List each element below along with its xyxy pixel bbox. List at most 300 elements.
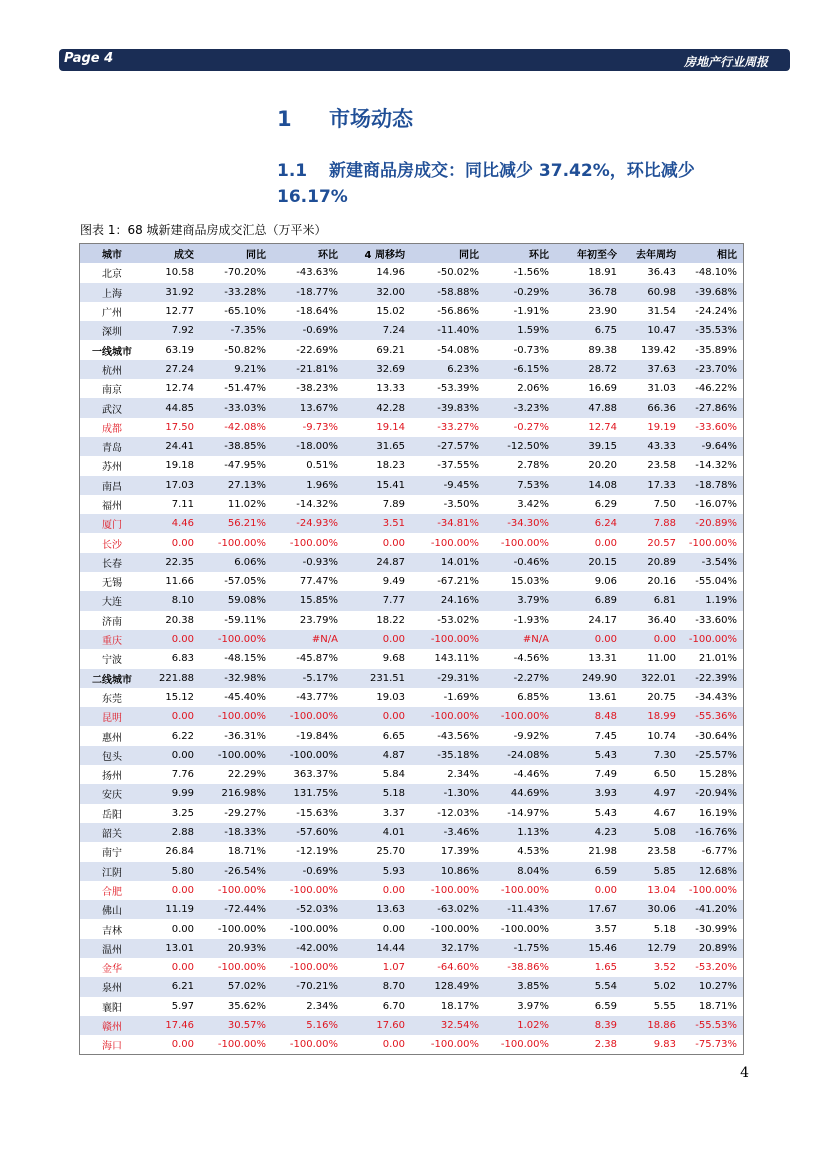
table-row xyxy=(80,263,743,282)
value-cell: 13.61 xyxy=(588,691,617,703)
value-cell: 4.87 xyxy=(382,749,405,761)
table-row xyxy=(80,321,743,340)
table-row xyxy=(80,456,743,475)
value-cell: 5.54 xyxy=(594,981,617,993)
value-cell: 7.76 xyxy=(171,769,194,781)
city-cell: 南宁 xyxy=(102,848,122,860)
value-cell: 7.24 xyxy=(382,325,405,337)
value-cell: -52.03% xyxy=(296,904,338,916)
value-cell: 3.93 xyxy=(594,788,617,800)
value-cell: 3.79% xyxy=(517,595,549,607)
value-cell: 5.08 xyxy=(653,827,676,839)
value-cell: 0.00 xyxy=(382,711,405,723)
table-row xyxy=(80,379,743,398)
value-cell: 35.62% xyxy=(227,1000,266,1012)
column-header: 同比 xyxy=(459,250,479,262)
value-cell: 2.38 xyxy=(594,1039,617,1051)
value-cell: -56.86% xyxy=(437,306,479,318)
table-row xyxy=(80,476,743,495)
value-cell: -6.15% xyxy=(513,363,549,375)
value-cell: 10.47 xyxy=(647,325,676,337)
city-cell: 青岛 xyxy=(102,443,122,455)
value-cell: -100.00% xyxy=(217,711,266,723)
value-cell: 24.41 xyxy=(165,441,194,453)
value-cell: -100.00% xyxy=(430,537,479,549)
section-number: 1 xyxy=(277,107,292,131)
value-cell: 6.50 xyxy=(653,769,676,781)
value-cell: -100.00% xyxy=(289,962,338,974)
value-cell: 20.57 xyxy=(647,537,676,549)
value-cell: 16.69 xyxy=(588,383,617,395)
value-cell: 0.00 xyxy=(171,1039,194,1051)
value-cell: -9.45% xyxy=(443,479,479,491)
value-cell: -38.23% xyxy=(296,383,338,395)
value-cell: 6.06% xyxy=(234,556,266,568)
table-row xyxy=(80,997,743,1016)
city-cell: 合肥 xyxy=(102,886,122,898)
value-cell: 0.00 xyxy=(382,1039,405,1051)
value-cell: 6.65 xyxy=(382,730,405,742)
value-cell: 14.01% xyxy=(440,556,479,568)
value-cell: 18.71% xyxy=(227,846,266,858)
value-cell: -21.81% xyxy=(296,363,338,375)
section-title: 市场动态 xyxy=(329,107,413,131)
table-row xyxy=(80,572,743,591)
value-cell: -100.00% xyxy=(430,923,479,935)
value-cell: -100.00% xyxy=(217,749,266,761)
table-row xyxy=(80,688,743,707)
city-cell: 深圳 xyxy=(102,327,122,339)
value-cell: -55.36% xyxy=(695,711,737,723)
value-cell: 8.70 xyxy=(382,981,405,993)
city-cell: 宁波 xyxy=(102,655,122,667)
value-cell: 18.71% xyxy=(698,1000,737,1012)
column-header: 成交 xyxy=(174,250,194,262)
table-row xyxy=(80,707,743,726)
table-row xyxy=(80,302,743,321)
value-cell: 18.86 xyxy=(647,1020,676,1032)
value-cell: 24.17 xyxy=(588,614,617,626)
value-cell: 63.19 xyxy=(165,344,194,356)
value-cell: -2.27% xyxy=(513,672,549,684)
value-cell: -18.33% xyxy=(224,827,266,839)
value-cell: -14.32% xyxy=(695,460,737,472)
value-cell: 23.58 xyxy=(647,460,676,472)
value-cell: 1.19% xyxy=(705,595,737,607)
value-cell: 0.00 xyxy=(382,634,405,646)
value-cell: 23.79% xyxy=(299,614,338,626)
value-cell: 30.06 xyxy=(647,904,676,916)
value-cell: -43.77% xyxy=(296,691,338,703)
value-cell: 0.00 xyxy=(171,711,194,723)
value-cell: -100.00% xyxy=(217,923,266,935)
value-cell: 7.49 xyxy=(594,769,617,781)
value-cell: 6.24 xyxy=(594,518,617,530)
value-cell: 18.99 xyxy=(647,711,676,723)
value-cell: -20.94% xyxy=(695,788,737,800)
value-cell: 15.28% xyxy=(698,769,737,781)
value-cell: 5.84 xyxy=(382,769,405,781)
city-cell: 温州 xyxy=(102,944,122,956)
column-header: 年初至今 xyxy=(577,250,617,262)
value-cell: 43.33 xyxy=(647,441,676,453)
value-cell: 2.34% xyxy=(306,1000,338,1012)
value-cell: -7.35% xyxy=(230,325,266,337)
value-cell: 10.27% xyxy=(698,981,737,993)
value-cell: 131.75% xyxy=(293,788,338,800)
value-cell: 19.14 xyxy=(376,421,405,433)
value-cell: -63.02% xyxy=(437,904,479,916)
value-cell: 21.98 xyxy=(588,846,617,858)
value-cell: 139.42 xyxy=(641,344,676,356)
value-cell: -11.43% xyxy=(507,904,549,916)
value-cell: 6.75 xyxy=(594,325,617,337)
value-cell: 231.51 xyxy=(370,672,405,684)
value-cell: -1.56% xyxy=(513,267,549,279)
value-cell: -39.83% xyxy=(437,402,479,414)
city-cell: 岳阳 xyxy=(102,809,122,821)
value-cell: 20.38 xyxy=(165,614,194,626)
table-row xyxy=(80,649,743,668)
value-cell: -14.32% xyxy=(296,499,338,510)
value-cell: 31.65 xyxy=(376,441,405,453)
value-cell: 56.21% xyxy=(227,518,266,530)
value-cell: -100.00% xyxy=(289,884,338,896)
value-cell: 18.23 xyxy=(376,460,405,472)
city-cell: 成都 xyxy=(102,423,122,435)
value-cell: -75.73% xyxy=(695,1039,737,1051)
value-cell: 128.49% xyxy=(434,981,479,993)
value-cell: -43.56% xyxy=(437,730,479,742)
value-cell: 4.97 xyxy=(653,788,676,800)
city-cell: 赣州 xyxy=(102,1022,122,1034)
value-cell: -100.00% xyxy=(430,634,479,646)
value-cell: -39.68% xyxy=(695,286,737,298)
value-cell: 6.22 xyxy=(171,730,194,742)
value-cell: 17.39% xyxy=(440,846,479,858)
table-row xyxy=(80,784,743,803)
value-cell: -15.63% xyxy=(296,807,338,819)
value-cell: -18.64% xyxy=(296,306,338,318)
value-cell: 7.53% xyxy=(517,479,549,491)
value-cell: -100.00% xyxy=(430,1039,479,1051)
value-cell: -100.00% xyxy=(500,923,549,935)
value-cell: -0.93% xyxy=(302,556,338,568)
value-cell: -100.00% xyxy=(688,884,737,896)
value-cell: 11.00 xyxy=(647,653,676,665)
value-cell: 23.58 xyxy=(647,846,676,858)
table-row xyxy=(80,746,743,765)
table-row xyxy=(80,765,743,784)
value-cell: -100.00% xyxy=(430,711,479,723)
value-cell: 7.45 xyxy=(594,730,617,742)
value-cell: -38.85% xyxy=(224,441,266,453)
value-cell: -100.00% xyxy=(289,711,338,723)
value-cell: 5.02 xyxy=(653,981,676,993)
value-cell: 20.16 xyxy=(647,576,676,588)
table-row xyxy=(80,939,743,958)
value-cell: 0.00 xyxy=(594,634,617,646)
value-cell: 6.70 xyxy=(382,1000,405,1012)
value-cell: -100.00% xyxy=(688,634,737,646)
value-cell: -48.10% xyxy=(695,267,737,279)
value-cell: 13.63 xyxy=(376,904,405,916)
value-cell: 1.07 xyxy=(382,962,405,974)
column-header: 环比 xyxy=(318,250,338,262)
value-cell: -41.20% xyxy=(695,904,737,916)
value-cell: -59.11% xyxy=(224,614,266,626)
value-cell: -23.70% xyxy=(695,363,737,375)
value-cell: -18.77% xyxy=(296,286,338,298)
value-cell: 249.90 xyxy=(582,672,617,684)
value-cell: 11.02% xyxy=(227,499,266,510)
value-cell: 5.93 xyxy=(382,865,405,877)
value-cell: 15.85% xyxy=(299,595,338,607)
value-cell: 13.04 xyxy=(647,884,676,896)
table-row xyxy=(80,533,743,552)
city-cell: 福州 xyxy=(102,501,122,512)
value-cell: 0.00 xyxy=(382,537,405,549)
value-cell: -43.63% xyxy=(296,267,338,279)
value-cell: 20.89 xyxy=(647,556,676,568)
value-cell: -38.86% xyxy=(507,962,549,974)
value-cell: -24.93% xyxy=(296,518,338,530)
value-cell: 19.18 xyxy=(165,460,194,472)
value-cell: 13.67% xyxy=(299,402,338,414)
table-row xyxy=(80,977,743,996)
value-cell: 10.58 xyxy=(165,267,194,279)
subsection-number: 1.1 xyxy=(277,161,308,181)
value-cell: 57.02% xyxy=(227,981,266,993)
value-cell: -1.93% xyxy=(513,614,549,626)
value-cell: 36.43 xyxy=(647,267,676,279)
table-row xyxy=(80,823,743,842)
table-row xyxy=(80,958,743,977)
transaction-table xyxy=(79,243,744,1055)
city-cell: 大连 xyxy=(102,597,122,609)
value-cell: 47.88 xyxy=(588,402,617,414)
value-cell: -18.00% xyxy=(296,441,338,453)
value-cell: -1.91% xyxy=(513,306,549,318)
value-cell: -100.00% xyxy=(217,884,266,896)
value-cell: -65.10% xyxy=(224,306,266,318)
table-row xyxy=(80,514,743,533)
value-cell: 2.88 xyxy=(171,827,194,839)
city-cell: 东莞 xyxy=(102,693,122,705)
value-cell: 12.74 xyxy=(165,383,194,395)
value-cell: 221.88 xyxy=(159,672,194,684)
value-cell: 17.67 xyxy=(588,904,617,916)
city-cell: 厦门 xyxy=(102,520,122,532)
value-cell: 1.96% xyxy=(306,479,338,491)
value-cell: 5.18 xyxy=(382,788,405,800)
value-cell: 3.97% xyxy=(517,1000,549,1012)
value-cell: 25.70 xyxy=(376,846,405,858)
value-cell: 27.13% xyxy=(227,479,266,491)
value-cell: -36.31% xyxy=(224,730,266,742)
value-cell: 5.97 xyxy=(171,1000,194,1012)
value-cell: 31.92 xyxy=(165,286,194,298)
value-cell: 3.57 xyxy=(594,923,617,935)
city-cell: 广州 xyxy=(102,308,122,320)
value-cell: 143.11% xyxy=(434,653,479,665)
value-cell: 36.40 xyxy=(647,614,676,626)
value-cell: 17.50 xyxy=(165,421,194,433)
value-cell: -67.21% xyxy=(437,576,479,588)
table-row xyxy=(80,360,743,379)
table-row xyxy=(80,418,743,437)
value-cell: -100.00% xyxy=(217,962,266,974)
table-body xyxy=(80,263,743,1054)
value-cell: -57.05% xyxy=(224,576,266,588)
value-cell: 15.41 xyxy=(376,479,405,491)
value-cell: 7.11 xyxy=(171,499,194,510)
value-cell: 12.74 xyxy=(588,421,617,433)
value-cell: -18.78% xyxy=(695,479,737,491)
city-cell: 上海 xyxy=(102,288,122,300)
value-cell: 1.13% xyxy=(517,827,549,839)
city-cell: 长沙 xyxy=(102,539,122,551)
value-cell: -9.64% xyxy=(701,441,737,453)
value-cell: -25.57% xyxy=(695,749,737,761)
value-cell: -42.00% xyxy=(296,942,338,954)
value-cell: 2.06% xyxy=(517,383,549,395)
city-cell: 韶关 xyxy=(102,829,122,841)
value-cell: 11.66 xyxy=(165,576,194,588)
value-cell: 5.80 xyxy=(171,865,194,877)
value-cell: 20.15 xyxy=(588,556,617,568)
value-cell: 8.39 xyxy=(594,1020,617,1032)
value-cell: 8.10 xyxy=(171,595,194,607)
value-cell: -70.21% xyxy=(296,981,338,993)
value-cell: 17.60 xyxy=(376,1020,405,1032)
value-cell: 31.54 xyxy=(647,306,676,318)
value-cell: 1.02% xyxy=(517,1020,549,1032)
value-cell: -100.00% xyxy=(289,923,338,935)
value-cell: -45.40% xyxy=(224,691,266,703)
value-cell: -3.54% xyxy=(701,556,737,568)
value-cell: -1.69% xyxy=(443,691,479,703)
value-cell: 6.21 xyxy=(171,981,194,993)
value-cell: 12.68% xyxy=(698,865,737,877)
value-cell: -14.97% xyxy=(507,807,549,819)
value-cell: -100.00% xyxy=(500,1039,549,1051)
value-cell: 6.59 xyxy=(594,1000,617,1012)
city-cell: 泉州 xyxy=(102,983,122,995)
value-cell: 9.99 xyxy=(171,788,194,800)
value-cell: 24.87 xyxy=(376,556,405,568)
value-cell: -46.22% xyxy=(695,383,737,395)
value-cell: -33.28% xyxy=(224,286,266,298)
value-cell: -29.31% xyxy=(437,672,479,684)
city-cell: 南昌 xyxy=(102,481,122,493)
value-cell: 4.23 xyxy=(594,827,617,839)
value-cell: 20.20 xyxy=(588,460,617,472)
city-cell: 襄阳 xyxy=(102,1002,122,1014)
value-cell: -1.75% xyxy=(513,942,549,954)
value-cell: 5.43 xyxy=(594,749,617,761)
value-cell: -100.00% xyxy=(289,749,338,761)
city-cell: 一线城市 xyxy=(92,346,132,358)
value-cell: -16.76% xyxy=(695,827,737,839)
value-cell: -12.50% xyxy=(507,441,549,453)
value-cell: -100.00% xyxy=(289,1039,338,1051)
value-cell: -27.57% xyxy=(437,441,479,453)
value-cell: 22.29% xyxy=(227,769,266,781)
value-cell: -34.81% xyxy=(437,518,479,530)
value-cell: 5.55 xyxy=(653,1000,676,1012)
value-cell: 32.17% xyxy=(440,942,479,954)
value-cell: 18.17% xyxy=(440,1000,479,1012)
value-cell: 5.18 xyxy=(653,923,676,935)
value-cell: -35.53% xyxy=(695,325,737,337)
value-cell: 1.59% xyxy=(517,325,549,337)
value-cell: 7.77 xyxy=(382,595,405,607)
value-cell: 7.89 xyxy=(382,499,405,510)
value-cell: #N/A xyxy=(522,634,549,646)
table-row xyxy=(80,630,743,649)
value-cell: -24.08% xyxy=(507,749,549,761)
value-cell: -3.46% xyxy=(443,827,479,839)
value-cell: 4.67 xyxy=(653,807,676,819)
city-cell: 海口 xyxy=(102,1041,122,1053)
value-cell: -64.60% xyxy=(437,962,479,974)
value-cell: 0.00 xyxy=(594,884,617,896)
city-cell: 昆明 xyxy=(102,713,122,725)
table-row xyxy=(80,1035,743,1054)
value-cell: 20.75 xyxy=(647,691,676,703)
city-cell: 重庆 xyxy=(102,636,122,648)
page-number: 4 xyxy=(740,1065,749,1081)
value-cell: 7.50 xyxy=(653,499,676,510)
city-cell: 吉林 xyxy=(102,925,122,937)
value-cell: 0.51% xyxy=(306,460,338,472)
value-cell: 10.74 xyxy=(647,730,676,742)
value-cell: 20.93% xyxy=(227,942,266,954)
value-cell: -0.69% xyxy=(302,325,338,337)
value-cell: -100.00% xyxy=(688,537,737,549)
value-cell: 8.48 xyxy=(594,711,617,723)
value-cell: 14.44 xyxy=(376,942,405,954)
value-cell: -0.46% xyxy=(513,556,549,568)
value-cell: -29.27% xyxy=(224,807,266,819)
value-cell: 6.59 xyxy=(594,865,617,877)
table-row xyxy=(80,340,743,359)
value-cell: 15.46 xyxy=(588,942,617,954)
value-cell: -100.00% xyxy=(500,884,549,896)
value-cell: 0.00 xyxy=(653,634,676,646)
value-cell: -34.30% xyxy=(507,518,549,530)
value-cell: 216.98% xyxy=(221,788,266,800)
value-cell: -5.17% xyxy=(302,672,338,684)
value-cell: 30.57% xyxy=(227,1020,266,1032)
value-cell: 39.15 xyxy=(588,441,617,453)
table-row xyxy=(80,726,743,745)
value-cell: -1.30% xyxy=(443,788,479,800)
city-cell: 江阴 xyxy=(102,867,122,879)
value-cell: 31.03 xyxy=(647,383,676,395)
table-row xyxy=(80,553,743,572)
page-label: Page 4 xyxy=(64,51,114,66)
value-cell: 7.88 xyxy=(653,518,676,530)
value-cell: 0.00 xyxy=(171,884,194,896)
value-cell: 18.91 xyxy=(588,267,617,279)
value-cell: -100.00% xyxy=(217,537,266,549)
value-cell: -50.82% xyxy=(224,344,266,356)
city-cell: 二线城市 xyxy=(92,674,132,686)
value-cell: -100.00% xyxy=(430,884,479,896)
value-cell: 19.03 xyxy=(376,691,405,703)
